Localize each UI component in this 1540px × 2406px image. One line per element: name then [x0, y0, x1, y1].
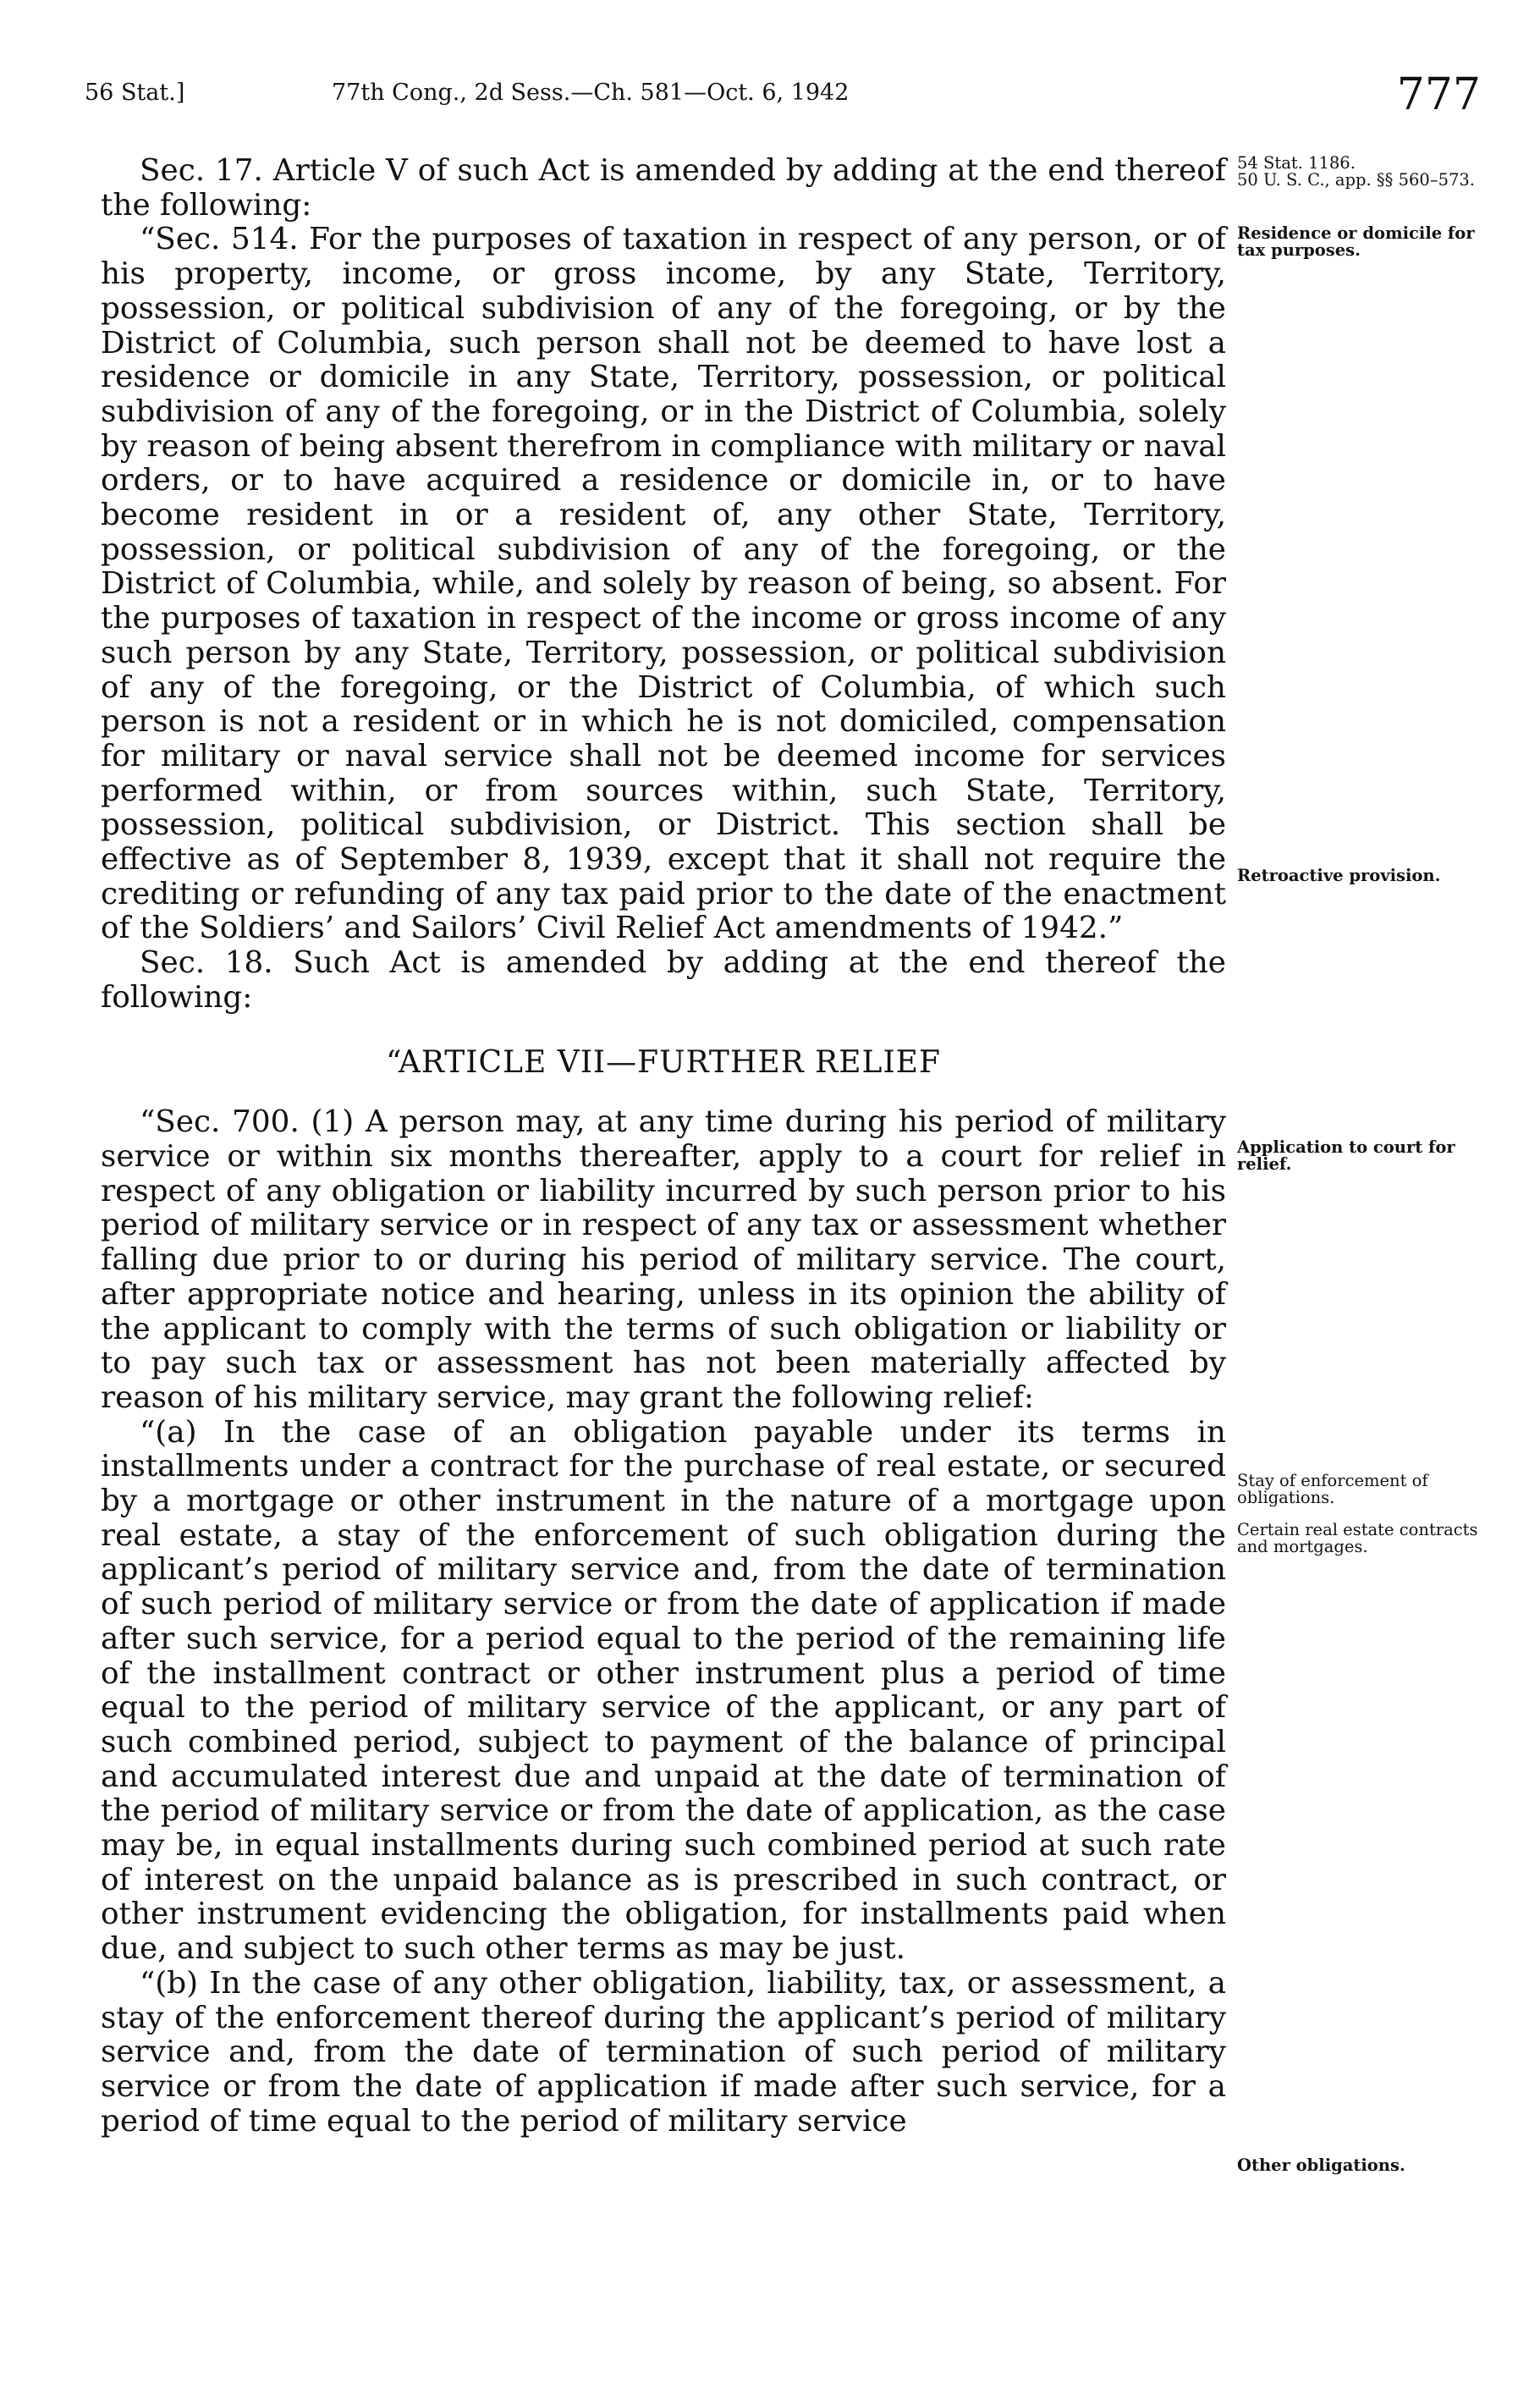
section-17-paragraph: Sec. 17. Article V of such Act is amended by adding at the end thereof the following:: [101, 153, 1226, 223]
section-700-paragraph: “Sec. 700. (1) A person may, at any time during his period of military service or within six months thereafter, apply to a court for relief in respect of any obligation or liability incurred by such person prior to his period of military service or in respect of any tax or assessment whether falling due prior to or during his period of military service. The court, after appropriate notice and hearing, unless in its opinion the ability of the applicant to comply with the terms of such obligation or liability or to pay such tax or assessment has not been materially affected by reason of his military service, may grant the following relief:: [101, 1104, 1226, 1415]
volume-reference: 56 Stat.]: [85, 80, 185, 106]
margin-note-stay: Stay of enforcement of obligations.: [1237, 1471, 1428, 1507]
section-18-paragraph: Sec. 18. Such Act is amended by adding at the end thereof the following:: [101, 945, 1226, 1015]
margin-note-retroactive: Retroactive provision.: [1237, 866, 1441, 885]
main-text: [101, 154, 1226, 2139]
subsection-a-paragraph: “(a) In the case of an obligation payable under its terms in installments under a contract for the purchase of real estate, or secured by a mortgage or other instrument in the nature of a mortgage upon real estate, a stay of the enforcement of such obligation during the applicant’s period of military service and, from the date of termination of such period of military service or from the date of application if made after such service, for a period equal to the period of the remaining life of the installment contract or other instrument plus a period of time equal to the period of military service of the applicant, or any part of such combined period, subject to payment of the balance of principal and accumulated interest due and unpaid at the date of termination of the period of military service or from the date of application, as the case may be, in equal installments during such combined period at such rate of interest on the unpaid balance as is prescribed in such contract, or other instrument evidencing the obligation, for installments paid when due, and subject to such other terms as may be just.: [101, 1414, 1226, 1967]
margin-citation: 54 Stat. 1186. 50 U. S. C., app. §§ 560–573.: [1237, 153, 1476, 190]
section-514-paragraph: “Sec. 514. For the purposes of taxation in respect of any person, or of his property, income, or gross income, by any State, Territory, possession, or political subdivision of any of the foregoing, or by the District of Columbia, such person shall not be deemed to have lost a residence or domicile in any State, Territory, possession, or political subdivision of any of the foregoing, or in the District of Columbia, solely by reason of being absent therefrom in compliance with military or naval orders, or to have acquired a residence or domicile in, or to have become resident in or a resident of, any other State, Territory, possession, or political subdivision of any of the foregoing, or the District of Columbia, while, and solely by reason of being, so absent. For the purposes of taxation in respect of the income or gross income of any such person by any State, Territory, possession, or political subdivision of any of the foregoing, or the District of Columbia, of which such person is not a resident or in which he is not domiciled, compensation for military or naval service shall not be deemed income for services performed within, or from sources within, such State, Territory, possession, political subdivision, or District. This section shall be effective as of September 8, 1939, except that it shall not require the crediting or refunding of any tax paid prior to the date of the enactment of the Soldiers’ and Sailors’ Civil Relief Act amendments of 1942.”: [101, 222, 1226, 946]
page-header: [85, 69, 1481, 129]
margin-note-application: Application to court for relief.: [1237, 1137, 1455, 1174]
margin-note-other: Other obligations.: [1237, 2155, 1405, 2175]
page-number: 777: [1396, 69, 1481, 120]
subsection-b-paragraph: “(b) In the case of any other obligation, liability, tax, or assessment, a stay of the enforcement thereof during the applicant’s period of military service and, from the date of termination of such period of military service or from the date of application if made after such service, for a period of time equal to the period of military service: [101, 1965, 1226, 2139]
margin-note-real-estate: Certain real estate contracts and mortgages.: [1237, 1520, 1478, 1556]
article-vii-heading: “ARTICLE VII—FURTHER RELIEF: [386, 1044, 941, 1080]
session-chapter-date: 77th Cong., 2d Sess.—Ch. 581—Oct. 6, 1942: [332, 80, 850, 106]
margin-note-residence: Residence or domicile for tax purposes.: [1237, 223, 1475, 260]
